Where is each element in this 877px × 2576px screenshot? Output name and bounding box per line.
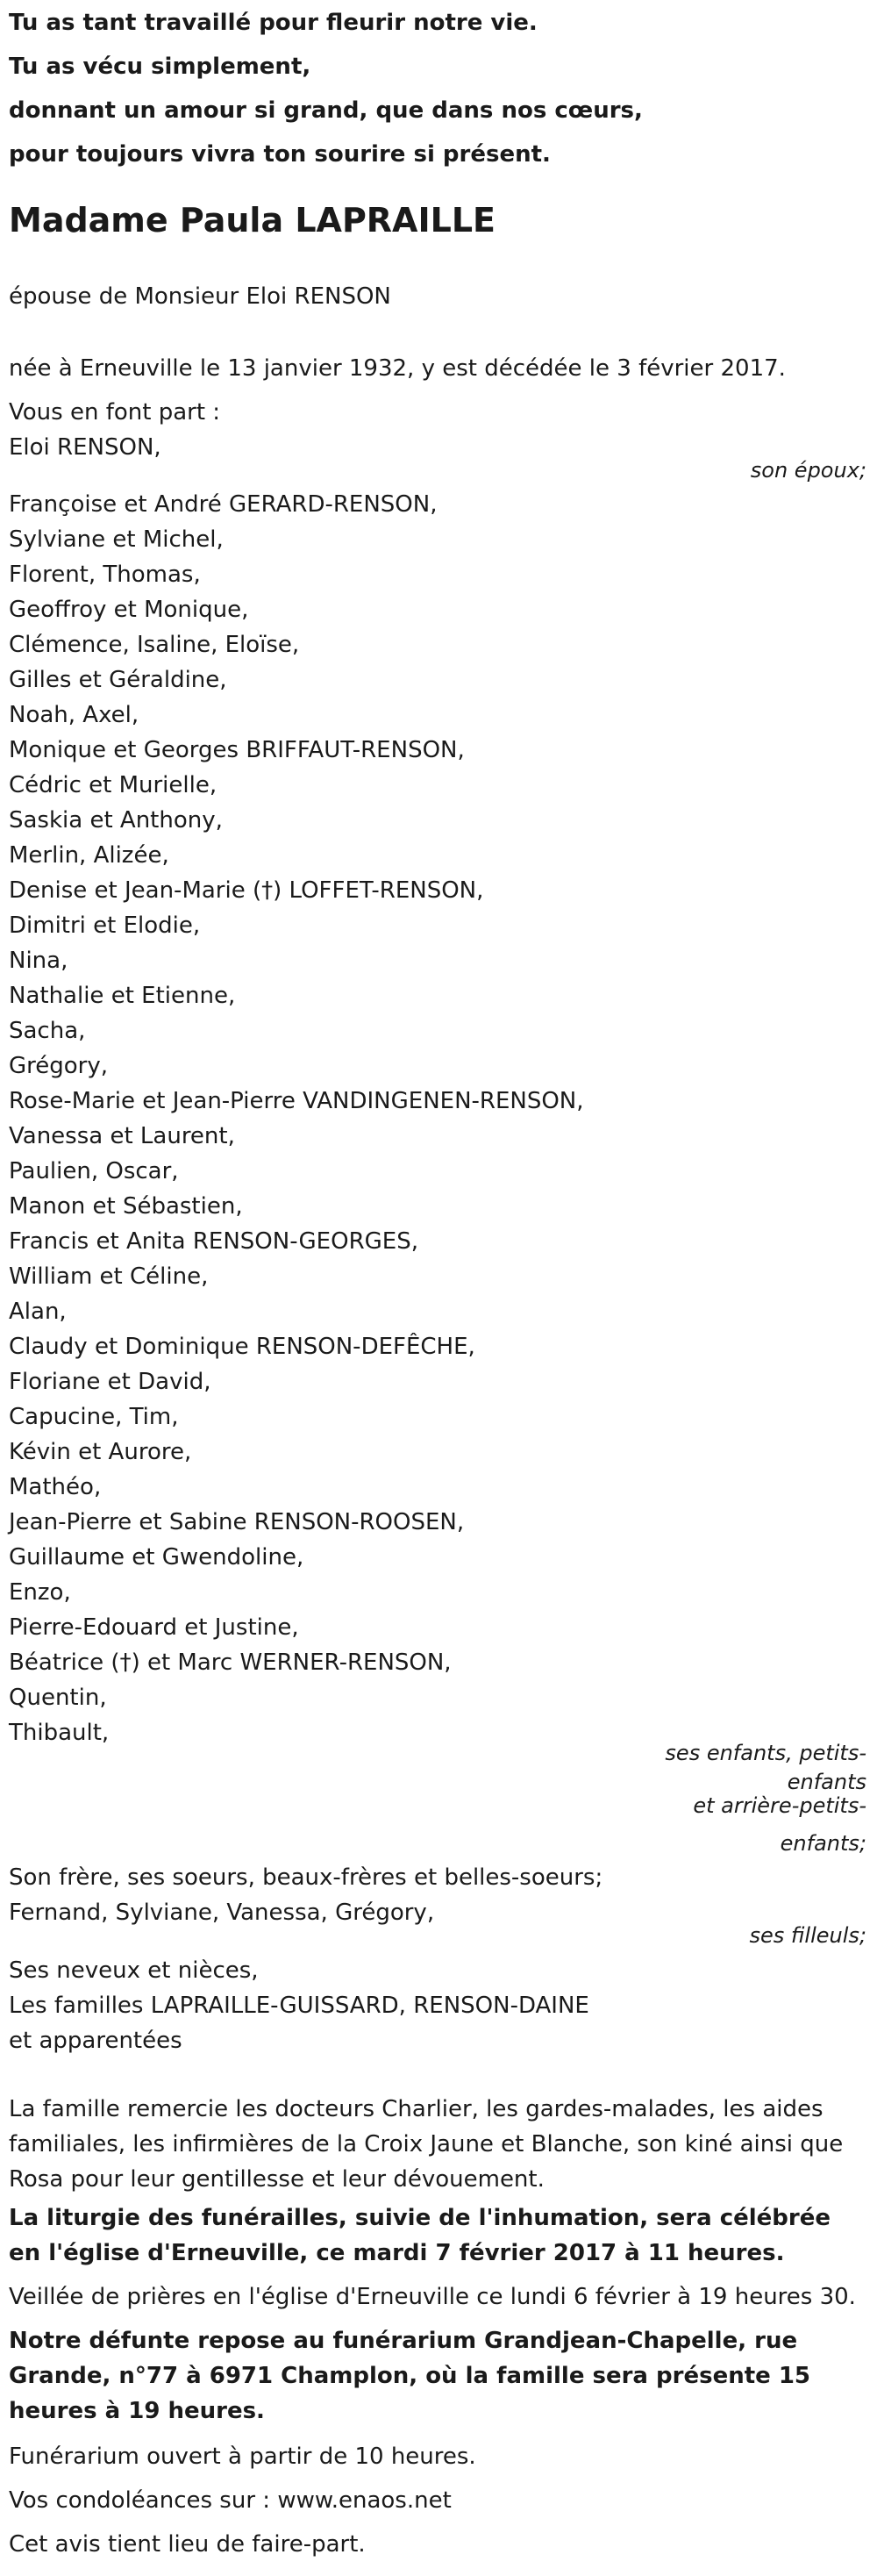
husband-name: Eloi RENSON, [9,434,161,461]
poem-line: donnant un amour si grand, que dans nos cœurs, [9,97,643,124]
poem-line: Tu as tant travaillé pour fleurir notre vie. [9,10,538,36]
list-item: Pierre-Edouard et Justine, [9,1614,299,1641]
list-item: Jean-Pierre et Sabine RENSON-ROOSEN, [9,1509,465,1535]
list-item: Clémence, Isaline, Eloïse, [9,632,300,658]
list-item: Rose-Marie et Jean-Pierre VANDINGENEN-RENSON, [9,1088,584,1114]
funeral-paragraph: La liturgie des funérailles, suivie de l'inhumation, sera célébrée en l'église d'Erneuville, ce mardi 7 février 2017 à 11 heures. [9,2205,831,2266]
list-item: Nina, [9,948,68,974]
rest-paragraph: Notre défunte repose au funérarium Grandjean-Chapelle, rue Grande, n°77 à 6971 Champlon, où la famille sera présente 15 heures à 19 heures. [9,2328,811,2424]
birth-death-line: née à Erneuville le 13 janvier 1932, y est décédée le 3 février 2017. [9,355,786,382]
list-item: Alan, [9,1299,67,1325]
godchildren-line: Fernand, Sylviane, Vanessa, Grégory, [9,1900,435,1926]
list-item: Guillaume et Gwendoline, [9,1544,304,1571]
list-item: Sacha, [9,1018,86,1044]
list-item: Capucine, Tim, [9,1404,179,1430]
list-item: Gilles et Géraldine, [9,667,227,693]
children-role-line: enfants; [780,1831,866,1856]
relatives-line: et apparentées [9,2028,182,2054]
list-item: Enzo, [9,1579,71,1606]
list-item: Françoise et André GERARD-RENSON, [9,491,438,518]
list-item: Paulien, Oscar, [9,1158,179,1184]
godchildren-role: ses filleuls; [749,1923,866,1948]
list-item: Merlin, Alizée, [9,842,169,869]
list-item: Florent, Thomas, [9,562,201,588]
children-role-line: enfants [787,1770,866,1794]
list-item: William et Céline, [9,1263,209,1290]
announce-line: Vous en font part : [9,399,221,426]
list-item: Denise et Jean-Marie (†) LOFFET-RENSON, [9,877,484,904]
list-item: Grégory, [9,1053,109,1079]
families-line: Les familles LAPRAILLE-GUISSARD, RENSON-DAINE [9,1993,589,2019]
list-item: Monique et Georges BRIFFAUT-RENSON, [9,737,465,763]
list-item: Sylviane et Michel, [9,526,224,553]
opening-hours: Funérarium ouvert à partir de 10 heures. [9,2444,476,2470]
list-item: Nathalie et Etienne, [9,983,236,1009]
list-item: Dimitri et Elodie, [9,912,201,939]
poem [9,5,643,181]
list-item: Manon et Sébastien, [9,1193,243,1220]
list-item: Cédric et Murielle, [9,772,217,798]
spouse-line: épouse de Monsieur Eloi RENSON [9,283,391,310]
list-item: Thibault, [9,1720,110,1746]
list-item: Francis et Anita RENSON-GEORGES, [9,1228,418,1255]
siblings-line: Son frère, ses soeurs, beaux-frères et belles-soeurs; [9,1864,603,1891]
condolences-line: Vos condoléances sur : www.enaos.net [9,2487,452,2514]
list-item: Saskia et Anthony, [9,807,223,834]
list-item: Béatrice (†) et Marc WERNER-RENSON, [9,1649,452,1676]
notice-line: Cet avis tient lieu de faire-part. [9,2531,366,2558]
children-role-line: et arrière-petits- [693,1793,866,1818]
list-item: Quentin, [9,1685,107,1711]
poem-line: Tu as vécu simplement, [9,54,311,80]
list-item: Claudy et Dominique RENSON-DEFÊCHE, [9,1334,475,1360]
list-item: Geoffroy et Monique, [9,597,249,623]
children-list [9,487,584,1750]
husband-role: son époux; [750,458,866,483]
list-item: Floriane et David, [9,1369,211,1395]
thanks-paragraph: La famille remercie les docteurs Charlier, les gardes-malades, les aides familiales, les infirmières de la Croix Jaune et Blanche, son kiné ainsi que Rosa pour leur gentillesse et leur dévouement. [9,2096,844,2193]
deceased-name: Madame Paula LAPRAILLE [9,201,496,240]
poem-line: pour toujours vivra ton sourire si présent. [9,141,551,168]
list-item: Kévin et Aurore, [9,1439,192,1465]
children-role-line: ses enfants, petits- [665,1741,866,1765]
list-item: Noah, Axel, [9,702,139,728]
list-item: Vanessa et Laurent, [9,1123,235,1149]
vigil-paragraph: Veillée de prières en l'église d'Erneuville ce lundi 6 février à 19 heures 30. [9,2284,856,2310]
nephews-line: Ses neveux et nièces, [9,1957,259,1984]
list-item: Mathéo, [9,1474,102,1500]
